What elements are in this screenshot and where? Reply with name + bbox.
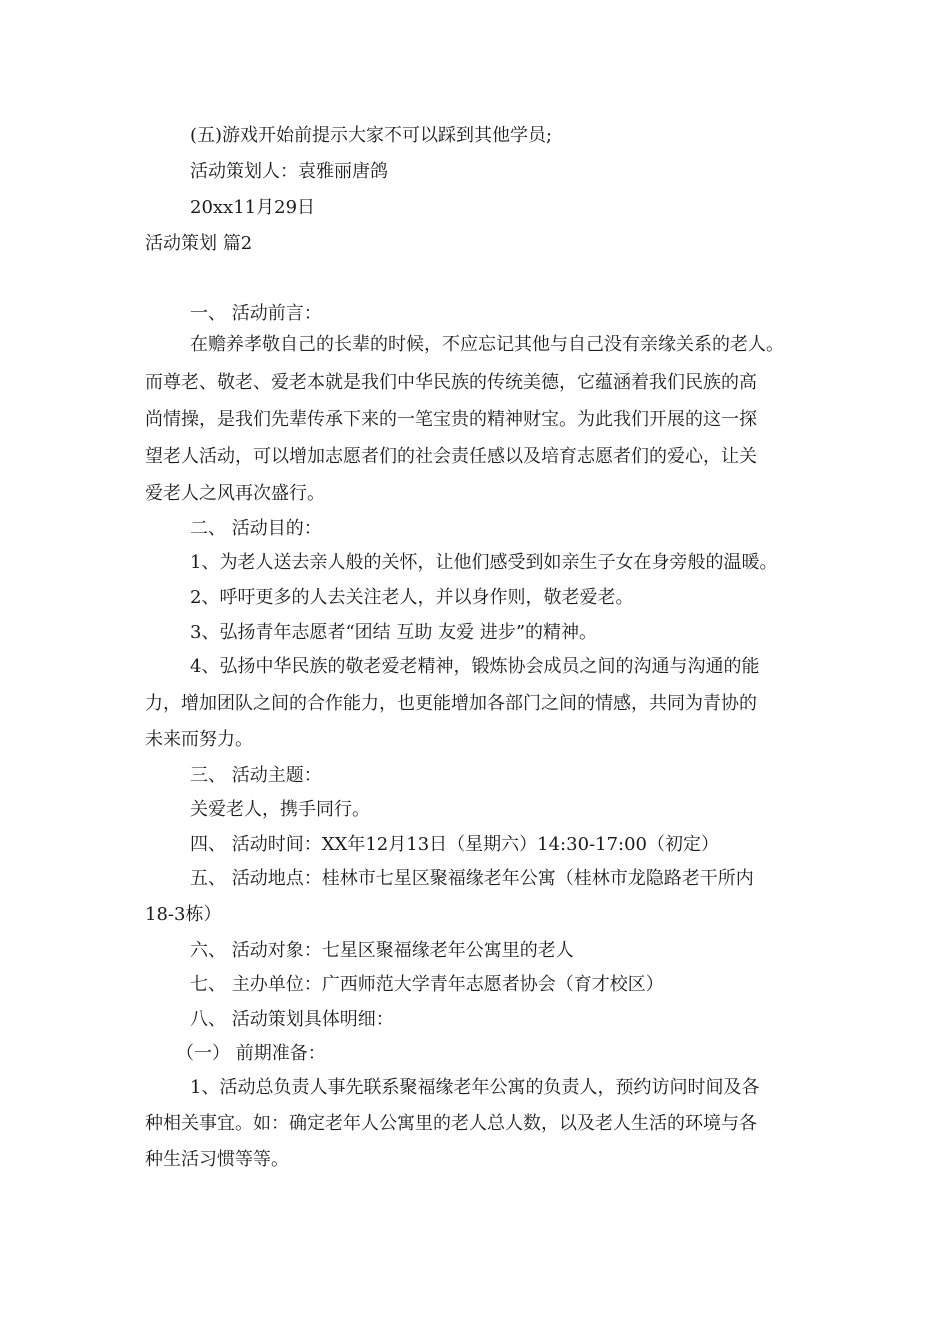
preface-paragraph-line: 爱老人之风再次盛行。 [145,483,325,504]
details-paragraph-line: 种相关事宜。如：确定老年人公寓里的老人总人数，以及老人生活的环境与各 [145,1113,757,1134]
place-line: 五、 活动地点：桂林市七星区聚福缘老年公寓（桂林市龙隐路老干所内 [190,868,754,889]
theme-heading: 三、 活动主题： [190,765,322,786]
purpose-item-continued: 力，增加团队之间的合作能力，也更能增加各部门之间的情感，共同为青协的 [145,693,757,714]
time-line: 四、 活动时间：XX年12月13日（星期六）14:30-17:00（初定） [190,834,719,855]
details-paragraph-line: 种生活习惯等等。 [145,1149,289,1170]
purpose-item: 4、弘扬中华民族的敬老爱老精神，锻炼协会成员之间的沟通与沟通的能 [190,656,760,677]
details-subheading: （一） 前期准备： [176,1043,326,1064]
section-title: 活动策划 篇2 [145,233,253,254]
preface-paragraph-line: 在赡养孝敬自己的长辈的时候，不应忘记其他与自己没有亲缘关系的老人。 [190,334,784,355]
place-line-continued: 18-3栋） [145,904,222,925]
preface-paragraph-line: 望老人活动，可以增加志愿者们的社会责任感以及培育志愿者们的爱心，让关 [145,446,757,467]
purpose-heading: 二、 活动目的： [190,518,322,539]
game-tip-line: (五)游戏开始前提示大家不可以踩到其他学员; [190,125,553,146]
date-line: 20xx11月29日 [190,197,316,218]
purpose-item-continued: 未来而努力。 [145,729,253,750]
purpose-item: 2、呼吁更多的人去关注老人，并以身作则，敬老爱老。 [190,587,634,608]
preface-paragraph-line: 而尊老、敬老、爱老本就是我们中华民族的传统美德，它蕴涵着我们民族的高 [145,372,757,393]
preface-heading: 一、 活动前言： [190,303,322,324]
theme-text: 关爱老人，携手同行。 [190,799,370,820]
preface-paragraph-line: 尚情操，是我们先辈传承下来的一笔宝贵的精神财宝。为此我们开展的这一探 [145,409,757,430]
details-paragraph-line: 1、活动总负责人事先联系聚福缘老年公寓的负责人，预约访问时间及各 [190,1077,760,1098]
purpose-item: 3、弘扬青年志愿者“团结 互助 友爱 进步”的精神。 [190,622,598,643]
planner-line: 活动策划人：袁雅丽唐鸽 [190,161,388,182]
details-heading: 八、 活动策划具体明细： [190,1009,394,1030]
target-line: 六、 活动对象：七星区聚福缘老年公寓里的老人 [190,940,574,961]
organizer-line: 七、 主办单位：广西师范大学青年志愿者协会（育才校区） [190,974,664,995]
purpose-item: 1、为老人送去亲人般的关怀，让他们感受到如亲生子女在身旁般的温暖。 [190,552,778,573]
